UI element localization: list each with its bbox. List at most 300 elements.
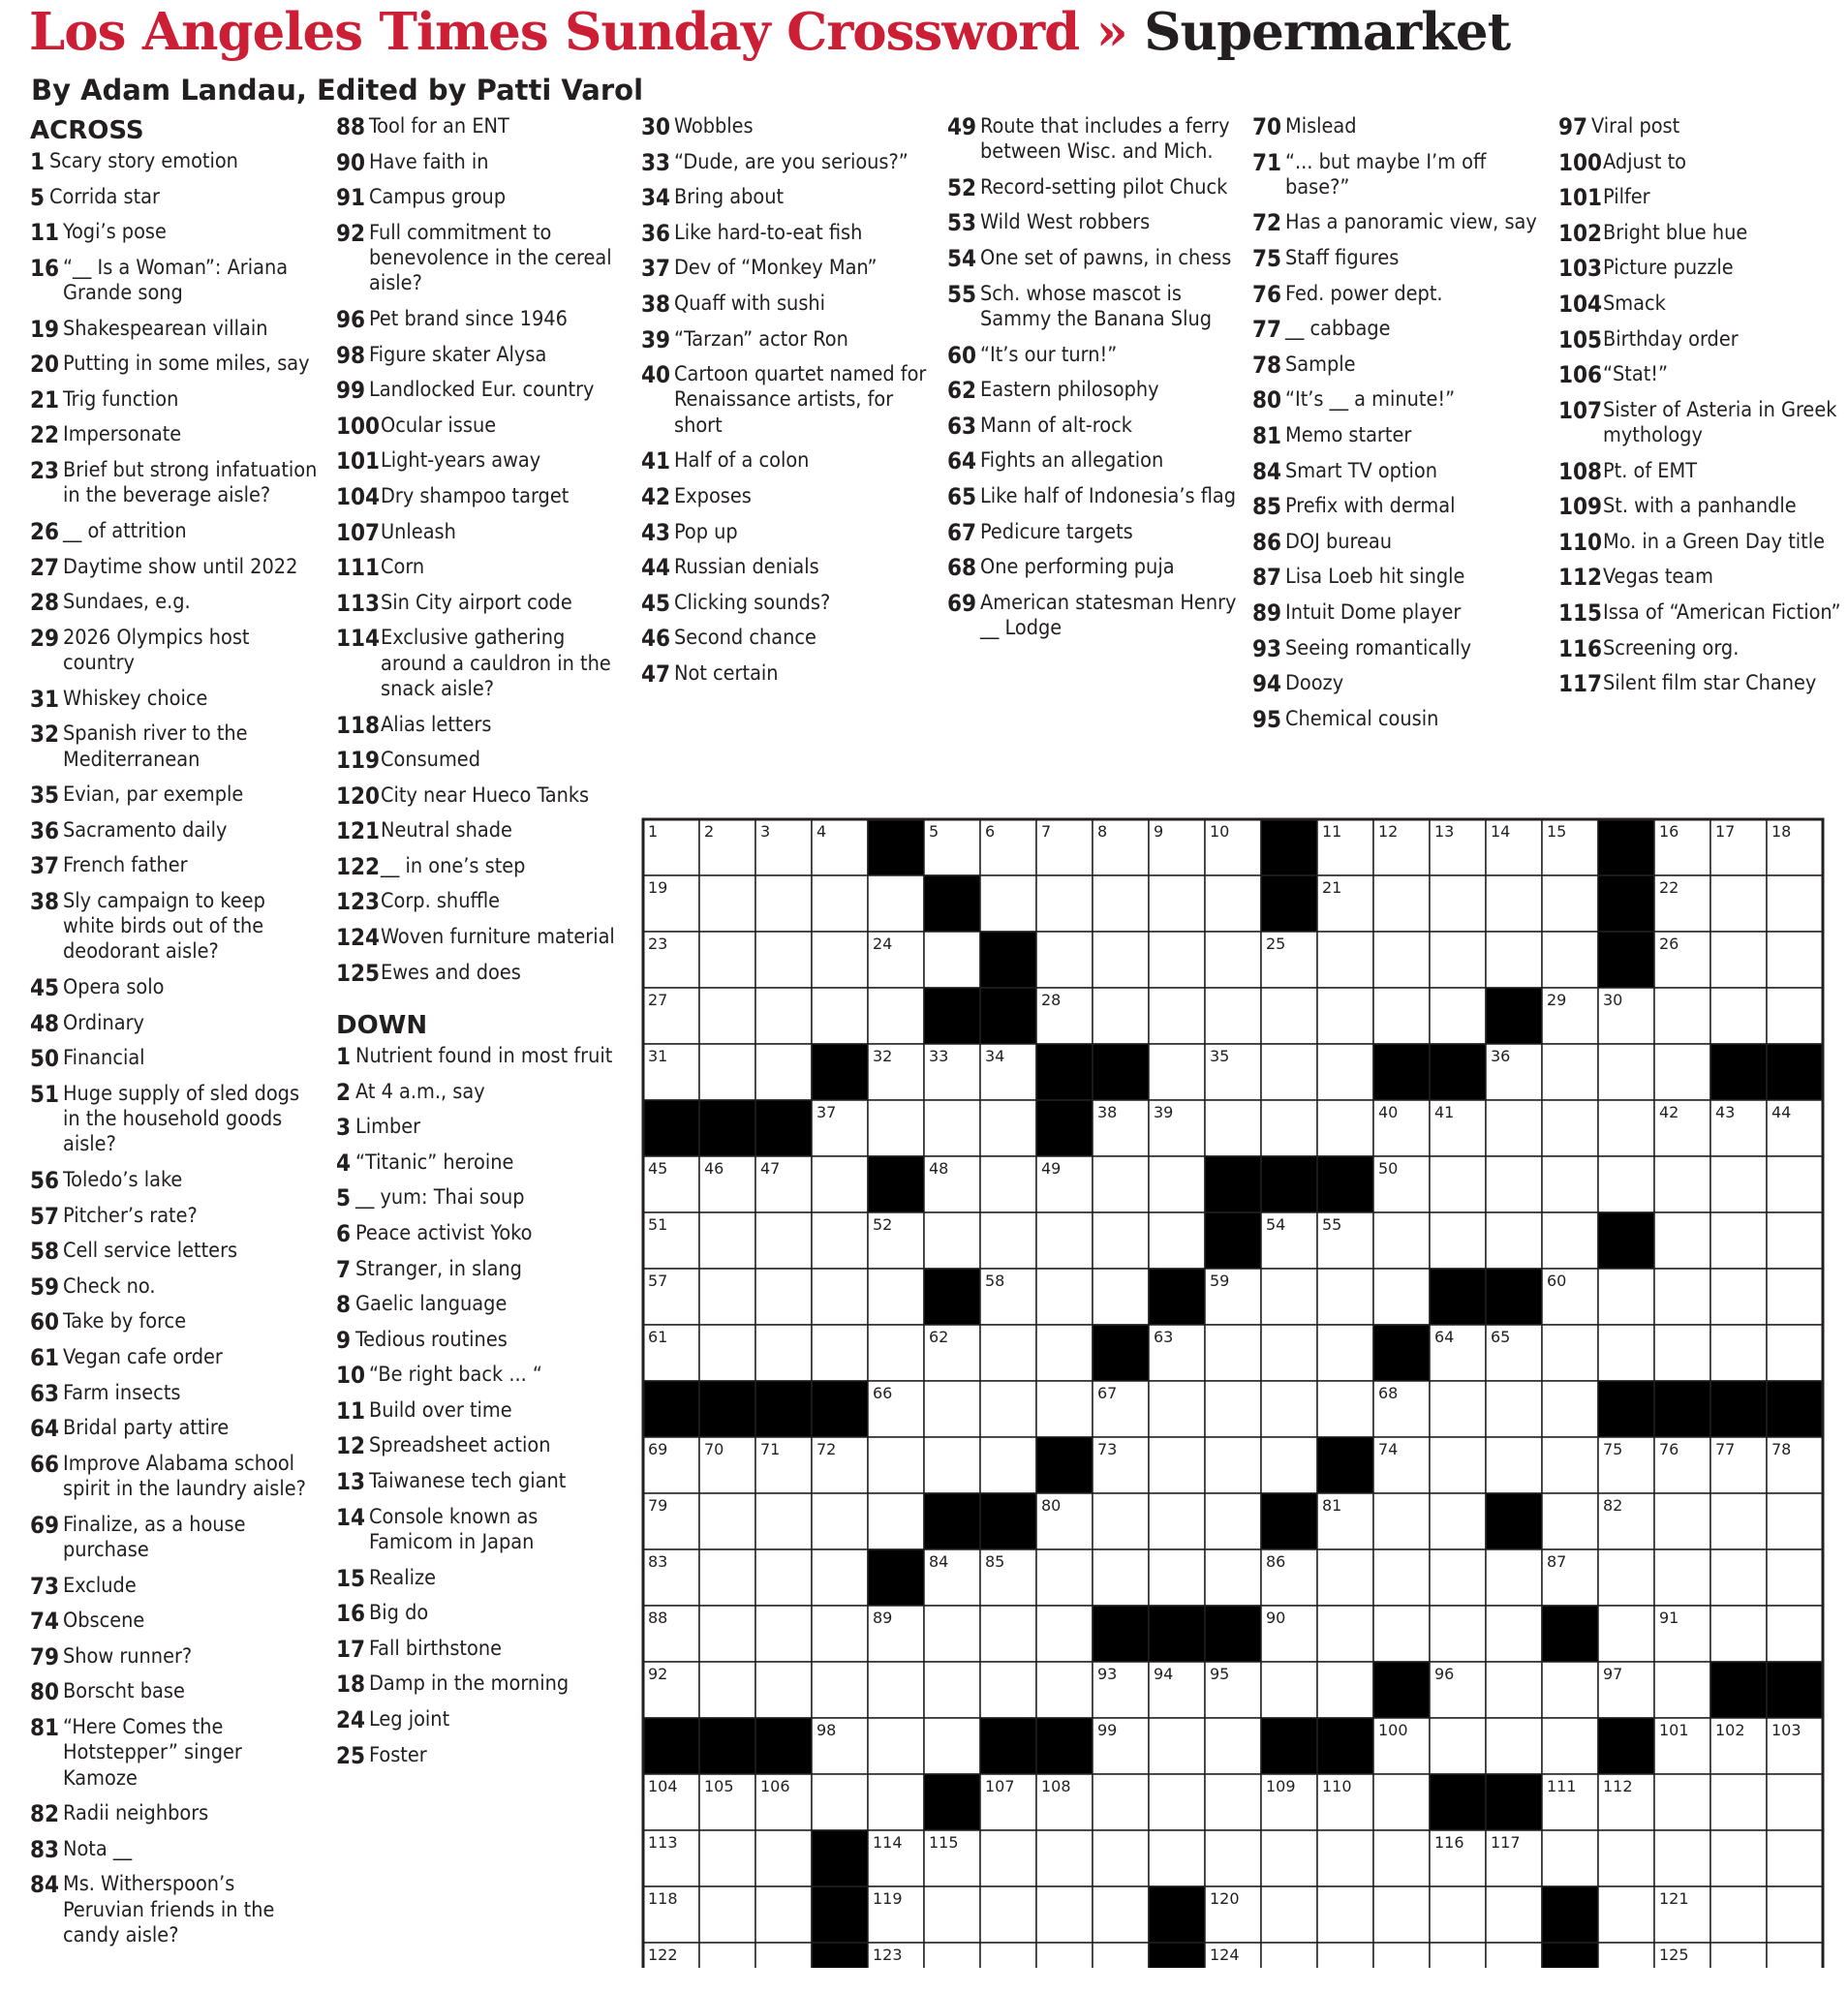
clue-across-64[interactable] [30, 1416, 321, 1441]
grid-cell[interactable] [812, 1156, 868, 1212]
grid-cell[interactable] [755, 1493, 812, 1549]
grid-cell[interactable] [1261, 1044, 1317, 1100]
grid-cell[interactable] [1430, 1437, 1486, 1493]
grid-cell[interactable] [1542, 1212, 1598, 1269]
grid-cell[interactable] [1205, 1493, 1261, 1549]
grid-cell[interactable] [1261, 988, 1317, 1044]
clue-down-64[interactable] [947, 448, 1238, 474]
grid-cell[interactable] [1767, 988, 1823, 1044]
clue-down-44[interactable] [641, 555, 932, 580]
grid-cell[interactable] [1598, 1100, 1654, 1156]
clue-across-83[interactable] [30, 1837, 321, 1862]
grid-cell[interactable] [1036, 1606, 1093, 1662]
grid-cell[interactable] [1373, 1493, 1430, 1549]
grid-cell[interactable] [1654, 1830, 1710, 1886]
grid-cell[interactable] [1036, 1662, 1093, 1718]
clue-down-85[interactable] [1252, 494, 1543, 519]
grid-cell[interactable] [1205, 1325, 1261, 1381]
grid-cell[interactable] [812, 1606, 868, 1662]
grid-cell[interactable] [1149, 1718, 1205, 1774]
clue-across-82[interactable] [30, 1801, 321, 1826]
grid-cell[interactable] [1317, 1325, 1373, 1381]
grid-cell[interactable] [699, 1830, 755, 1886]
grid-cell[interactable] [699, 1886, 755, 1943]
clue-across-113[interactable] [336, 591, 627, 616]
grid-cell[interactable] [1205, 932, 1261, 988]
grid-cell[interactable] [1598, 1830, 1654, 1886]
grid-cell[interactable] [699, 988, 755, 1044]
clue-down-65[interactable] [947, 484, 1238, 509]
grid-cell[interactable] [924, 1381, 980, 1437]
clue-down-24[interactable] [336, 1707, 627, 1732]
grid-cell[interactable] [1654, 1212, 1710, 1269]
grid-cell[interactable] [1430, 1886, 1486, 1943]
grid-cell[interactable] [1317, 932, 1373, 988]
clue-down-7[interactable] [336, 1257, 627, 1282]
grid-cell[interactable] [812, 988, 868, 1044]
grid-cell[interactable] [868, 1493, 924, 1549]
grid-cell[interactable] [980, 1212, 1036, 1269]
clue-across-19[interactable] [30, 317, 321, 342]
grid-cell[interactable] [1486, 1886, 1542, 1943]
clue-across-124[interactable] [336, 925, 627, 950]
clue-across-80[interactable] [30, 1679, 321, 1704]
grid-cell[interactable] [1205, 1381, 1261, 1437]
grid-cell[interactable] [924, 1437, 980, 1493]
clue-across-118[interactable] [336, 713, 627, 738]
grid-cell[interactable] [980, 1606, 1036, 1662]
grid-cell[interactable] [1093, 1774, 1149, 1830]
grid-cell[interactable] [1205, 1774, 1261, 1830]
clue-down-97[interactable] [1558, 114, 1848, 139]
clue-down-30[interactable] [641, 114, 932, 139]
grid-cell[interactable] [1654, 1269, 1710, 1325]
clue-across-32[interactable] [30, 721, 321, 773]
grid-cell[interactable] [868, 1774, 924, 1830]
clue-across-22[interactable] [30, 422, 321, 447]
grid-cell[interactable] [755, 1606, 812, 1662]
grid-cell[interactable] [1654, 1044, 1710, 1100]
grid-cell[interactable] [1093, 932, 1149, 988]
clue-down-43[interactable] [641, 520, 932, 545]
grid-cell[interactable] [1486, 1212, 1542, 1269]
grid-cell[interactable] [1486, 1606, 1542, 1662]
grid-cell[interactable] [1036, 1549, 1093, 1606]
grid-cell[interactable] [1542, 932, 1598, 988]
clue-across-125[interactable] [336, 961, 627, 986]
grid-cell[interactable] [1261, 1269, 1317, 1325]
grid-cell[interactable] [868, 875, 924, 932]
grid-cell[interactable] [1205, 1100, 1261, 1156]
grid-cell[interactable] [1710, 1212, 1767, 1269]
grid-cell[interactable] [1149, 875, 1205, 932]
grid-cell[interactable] [1205, 1830, 1261, 1886]
grid-cell[interactable] [1710, 932, 1767, 988]
grid-cell[interactable] [1036, 1269, 1093, 1325]
clue-across-120[interactable] [336, 783, 627, 809]
grid-cell[interactable] [1093, 1269, 1149, 1325]
clue-across-88[interactable] [336, 114, 627, 139]
clue-down-36[interactable] [641, 221, 932, 246]
clue-across-48[interactable] [30, 1011, 321, 1036]
grid-cell[interactable] [1093, 1156, 1149, 1212]
grid-cell[interactable] [1093, 1830, 1149, 1886]
grid-cell[interactable] [1261, 1662, 1317, 1718]
grid-cell[interactable] [1710, 1269, 1767, 1325]
grid-cell[interactable] [1149, 988, 1205, 1044]
clue-across-74[interactable] [30, 1609, 321, 1634]
grid-cell[interactable] [1149, 1774, 1205, 1830]
grid-cell[interactable] [699, 932, 755, 988]
grid-cell[interactable] [1205, 1549, 1261, 1606]
grid-cell[interactable] [1317, 1886, 1373, 1943]
grid-cell[interactable] [699, 1269, 755, 1325]
grid-cell[interactable] [1261, 1886, 1317, 1943]
grid-cell[interactable] [699, 1943, 755, 1968]
grid-cell[interactable] [1710, 1325, 1767, 1381]
grid-cell[interactable] [1036, 1830, 1093, 1886]
clue-across-100[interactable] [336, 414, 627, 439]
grid-cell[interactable] [812, 1212, 868, 1269]
grid-cell[interactable] [755, 1830, 812, 1886]
grid-cell[interactable] [1542, 1718, 1598, 1774]
grid-cell[interactable] [1654, 1549, 1710, 1606]
grid-cell[interactable] [755, 1212, 812, 1269]
grid-cell[interactable] [980, 1381, 1036, 1437]
grid-cell[interactable] [1093, 1886, 1149, 1943]
grid-cell[interactable] [1373, 1943, 1430, 1968]
grid-cell[interactable] [755, 1886, 812, 1943]
grid-cell[interactable] [699, 1325, 755, 1381]
grid-cell[interactable] [699, 1662, 755, 1718]
clue-across-29[interactable] [30, 626, 321, 677]
grid-cell[interactable] [1598, 1549, 1654, 1606]
grid-cell[interactable] [812, 1774, 868, 1830]
grid-cell[interactable] [1598, 1943, 1654, 1968]
grid-cell[interactable] [924, 1100, 980, 1156]
clue-down-68[interactable] [947, 555, 1238, 580]
clue-down-16[interactable] [336, 1601, 627, 1626]
grid-cell[interactable] [1598, 1886, 1654, 1943]
grid-cell[interactable] [1767, 1156, 1823, 1212]
grid-cell[interactable] [699, 1212, 755, 1269]
clue-across-90[interactable] [336, 150, 627, 175]
grid-cell[interactable] [755, 1662, 812, 1718]
grid-cell[interactable] [1542, 1493, 1598, 1549]
clue-down-76[interactable] [1252, 282, 1543, 307]
clue-across-96[interactable] [336, 307, 627, 332]
grid-cell[interactable] [1767, 932, 1823, 988]
grid-cell[interactable] [1373, 1886, 1430, 1943]
clue-down-81[interactable] [1252, 423, 1543, 448]
clue-down-108[interactable] [1558, 459, 1848, 484]
clue-across-1[interactable] [30, 149, 321, 174]
grid-cell[interactable] [980, 1662, 1036, 1718]
clue-across-91[interactable] [336, 185, 627, 210]
clue-across-35[interactable] [30, 782, 321, 808]
clue-across-56[interactable] [30, 1168, 321, 1193]
clue-across-119[interactable] [336, 748, 627, 773]
grid-cell[interactable] [980, 1437, 1036, 1493]
clue-down-116[interactable] [1558, 636, 1848, 661]
grid-cell[interactable] [1430, 875, 1486, 932]
grid-cell[interactable] [980, 1325, 1036, 1381]
clue-down-69[interactable] [947, 591, 1238, 642]
grid-cell[interactable] [1373, 1212, 1430, 1269]
clue-down-34[interactable] [641, 185, 932, 210]
grid-cell[interactable] [812, 1549, 868, 1606]
grid-cell[interactable] [755, 875, 812, 932]
clue-down-18[interactable] [336, 1671, 627, 1697]
grid-cell[interactable] [1205, 1718, 1261, 1774]
clue-across-26[interactable] [30, 519, 321, 544]
grid-cell[interactable] [868, 1662, 924, 1718]
clue-across-45[interactable] [30, 975, 321, 1000]
clue-down-60[interactable] [947, 343, 1238, 368]
clue-down-115[interactable] [1558, 600, 1848, 626]
clue-down-10[interactable] [336, 1363, 627, 1388]
clue-down-102[interactable] [1558, 221, 1848, 246]
clue-down-62[interactable] [947, 378, 1238, 403]
grid-cell[interactable] [812, 1269, 868, 1325]
grid-cell[interactable] [1542, 1662, 1598, 1718]
grid-cell[interactable] [1767, 1269, 1823, 1325]
grid-cell[interactable] [1486, 875, 1542, 932]
grid-cell[interactable] [812, 875, 868, 932]
grid-cell[interactable] [1317, 1606, 1373, 1662]
grid-cell[interactable] [1205, 1437, 1261, 1493]
grid-cell[interactable] [1542, 1044, 1598, 1100]
grid-cell[interactable] [755, 1325, 812, 1381]
grid-cell[interactable] [1149, 1437, 1205, 1493]
clue-across-114[interactable] [336, 626, 627, 702]
clue-down-84[interactable] [1252, 459, 1543, 484]
grid-cell[interactable] [1317, 1549, 1373, 1606]
grid-cell[interactable] [1486, 1100, 1542, 1156]
grid-cell[interactable] [1542, 1325, 1598, 1381]
grid-cell[interactable] [924, 1662, 980, 1718]
grid-cell[interactable] [868, 1325, 924, 1381]
grid-cell[interactable] [1542, 1381, 1598, 1437]
grid-cell[interactable] [1430, 1381, 1486, 1437]
grid-cell[interactable] [1767, 875, 1823, 932]
grid-cell[interactable] [699, 875, 755, 932]
clue-down-95[interactable] [1252, 707, 1543, 732]
clue-down-9[interactable] [336, 1328, 627, 1353]
clue-across-84[interactable] [30, 1872, 321, 1948]
clue-down-2[interactable] [336, 1080, 627, 1105]
grid-cell[interactable] [1261, 1100, 1317, 1156]
grid-cell[interactable] [1430, 1943, 1486, 1968]
clue-across-27[interactable] [30, 555, 321, 580]
grid-cell[interactable] [699, 1549, 755, 1606]
clue-down-94[interactable] [1252, 671, 1543, 696]
clue-across-99[interactable] [336, 378, 627, 403]
grid-cell[interactable] [1373, 1606, 1430, 1662]
clue-across-111[interactable] [336, 555, 627, 580]
grid-cell[interactable] [1430, 1549, 1486, 1606]
grid-cell[interactable] [1486, 932, 1542, 988]
clue-across-23[interactable] [30, 458, 321, 509]
clue-across-36[interactable] [30, 818, 321, 843]
crossword-grid[interactable] [641, 817, 1834, 1968]
clue-down-93[interactable] [1252, 636, 1543, 661]
clue-down-52[interactable] [947, 175, 1238, 200]
grid-cell[interactable] [1654, 1662, 1710, 1718]
grid-cell[interactable] [868, 1437, 924, 1493]
clue-down-13[interactable] [336, 1469, 627, 1494]
grid-cell[interactable] [1317, 1381, 1373, 1437]
grid-cell[interactable] [1710, 1886, 1767, 1943]
grid-cell[interactable] [1710, 988, 1767, 1044]
clue-down-8[interactable] [336, 1292, 627, 1317]
clue-down-47[interactable] [641, 661, 932, 687]
clue-across-50[interactable] [30, 1046, 321, 1071]
clue-down-112[interactable] [1558, 565, 1848, 590]
grid-cell[interactable] [1373, 875, 1430, 932]
clue-down-37[interactable] [641, 256, 932, 281]
clue-across-121[interactable] [336, 818, 627, 843]
grid-cell[interactable] [924, 1606, 980, 1662]
clue-across-122[interactable] [336, 854, 627, 879]
clue-across-79[interactable] [30, 1644, 321, 1670]
grid-cell[interactable] [1767, 1212, 1823, 1269]
grid-cell[interactable] [755, 932, 812, 988]
grid-cell[interactable] [868, 988, 924, 1044]
clue-across-31[interactable] [30, 687, 321, 712]
grid-cell[interactable] [1710, 1606, 1767, 1662]
grid-cell[interactable] [1373, 988, 1430, 1044]
grid-cell[interactable] [924, 1718, 980, 1774]
grid-cell[interactable] [1149, 1044, 1205, 1100]
grid-cell[interactable] [1767, 1886, 1823, 1943]
grid-cell[interactable] [868, 1100, 924, 1156]
grid-cell[interactable] [1710, 1943, 1767, 1968]
clue-across-59[interactable] [30, 1274, 321, 1300]
grid-cell[interactable] [1317, 1100, 1373, 1156]
clue-across-21[interactable] [30, 387, 321, 413]
grid-cell[interactable] [1036, 1943, 1093, 1968]
grid-cell[interactable] [1093, 1493, 1149, 1549]
clue-down-12[interactable] [336, 1433, 627, 1458]
clue-across-60[interactable] [30, 1309, 321, 1334]
grid-cell[interactable] [1036, 875, 1093, 932]
grid-cell[interactable] [1093, 988, 1149, 1044]
clue-down-72[interactable] [1252, 210, 1543, 235]
grid-cell[interactable] [1373, 1269, 1430, 1325]
grid-cell[interactable] [1486, 1943, 1542, 1968]
grid-cell[interactable] [755, 1269, 812, 1325]
grid-cell[interactable] [1710, 1774, 1767, 1830]
clue-down-49[interactable] [947, 114, 1238, 166]
grid-cell[interactable] [1261, 1830, 1317, 1886]
grid-cell[interactable] [1598, 1156, 1654, 1212]
grid-cell[interactable] [812, 1325, 868, 1381]
grid-cell[interactable] [924, 1943, 980, 1968]
grid-cell[interactable] [1430, 1606, 1486, 1662]
grid-cell[interactable] [1598, 1044, 1654, 1100]
clue-down-89[interactable] [1252, 600, 1543, 626]
grid-cell[interactable] [1093, 1943, 1149, 1968]
grid-cell[interactable] [1654, 1493, 1710, 1549]
grid-cell[interactable] [1430, 1212, 1486, 1269]
grid-cell[interactable] [1149, 932, 1205, 988]
clue-across-37[interactable] [30, 853, 321, 878]
grid-cell[interactable] [1036, 1381, 1093, 1437]
grid-cell[interactable] [1149, 1549, 1205, 1606]
grid-cell[interactable] [1036, 1325, 1093, 1381]
grid-cell[interactable] [1373, 1774, 1430, 1830]
clue-down-87[interactable] [1252, 565, 1543, 590]
grid-cell[interactable] [1767, 1549, 1823, 1606]
grid-cell[interactable] [1710, 875, 1767, 932]
grid-cell[interactable] [868, 1269, 924, 1325]
clue-across-28[interactable] [30, 590, 321, 615]
grid-cell[interactable] [1317, 1269, 1373, 1325]
grid-cell[interactable] [1654, 1325, 1710, 1381]
grid-cell[interactable] [1261, 1943, 1317, 1968]
grid-cell[interactable] [812, 932, 868, 988]
grid-cell[interactable] [924, 1886, 980, 1943]
clue-across-63[interactable] [30, 1381, 321, 1406]
grid-cell[interactable] [1598, 1269, 1654, 1325]
grid-cell[interactable] [1486, 1662, 1542, 1718]
clue-down-75[interactable] [1252, 246, 1543, 271]
clue-down-25[interactable] [336, 1743, 627, 1768]
clue-down-15[interactable] [336, 1566, 627, 1591]
grid-cell[interactable] [1149, 1493, 1205, 1549]
grid-cell[interactable] [1261, 1381, 1317, 1437]
grid-cell[interactable] [755, 1549, 812, 1606]
clue-across-123[interactable] [336, 889, 627, 914]
grid-cell[interactable] [1430, 1718, 1486, 1774]
clue-across-57[interactable] [30, 1204, 321, 1229]
grid-cell[interactable] [980, 1830, 1036, 1886]
grid-cell[interactable] [1598, 1606, 1654, 1662]
clue-down-101[interactable] [1558, 185, 1848, 210]
grid-cell[interactable] [1317, 1044, 1373, 1100]
clue-down-78[interactable] [1252, 353, 1543, 378]
clue-down-11[interactable] [336, 1398, 627, 1424]
grid-cell[interactable] [1486, 1437, 1542, 1493]
clue-across-98[interactable] [336, 343, 627, 368]
grid-cell[interactable] [1430, 1493, 1486, 1549]
grid-cell[interactable] [1710, 1156, 1767, 1212]
grid-cell[interactable] [1261, 1325, 1317, 1381]
clue-across-20[interactable] [30, 352, 321, 377]
clue-across-69[interactable] [30, 1513, 321, 1564]
grid-cell[interactable] [1093, 1549, 1149, 1606]
grid-cell[interactable] [812, 1662, 868, 1718]
clue-down-53[interactable] [947, 210, 1238, 235]
grid-cell[interactable] [980, 1100, 1036, 1156]
grid-cell[interactable] [1430, 932, 1486, 988]
grid-cell[interactable] [980, 875, 1036, 932]
clue-across-5[interactable] [30, 185, 321, 210]
grid-cell[interactable] [924, 932, 980, 988]
clue-across-66[interactable] [30, 1452, 321, 1503]
clue-down-71[interactable] [1252, 150, 1543, 201]
grid-cell[interactable] [1205, 875, 1261, 932]
clue-down-3[interactable] [336, 1115, 627, 1140]
clue-down-117[interactable] [1558, 671, 1848, 696]
clue-down-33[interactable] [641, 150, 932, 175]
grid-cell[interactable] [1542, 875, 1598, 932]
clue-down-40[interactable] [641, 362, 932, 439]
clue-across-101[interactable] [336, 448, 627, 474]
clue-across-38[interactable] [30, 889, 321, 966]
grid-cell[interactable] [1767, 1606, 1823, 1662]
